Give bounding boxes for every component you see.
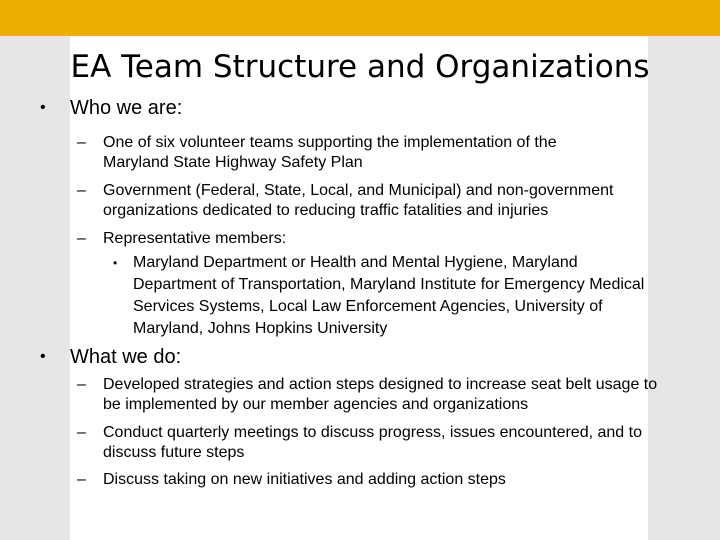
- list-item: [77, 181, 683, 221]
- section-heading-text: What we do:: [70, 346, 182, 368]
- slide-title: EA Team Structure and Organizations: [70, 49, 650, 85]
- dash-glyph: –: [77, 471, 86, 488]
- section-heading-who-we-are: [40, 96, 670, 120]
- sub-list-item: [113, 252, 653, 340]
- list-item: [77, 375, 663, 415]
- section-heading-text: Who we are:: [70, 97, 183, 119]
- list-item: [77, 133, 623, 173]
- list-item: [77, 470, 683, 490]
- dash-glyph: –: [77, 424, 86, 441]
- dash-glyph: –: [77, 182, 86, 199]
- bullet-glyph: •: [113, 256, 118, 270]
- dash-glyph: –: [77, 230, 86, 247]
- bullet-glyph: •: [40, 99, 46, 116]
- left-side-panel: [0, 36, 70, 540]
- list-item: [77, 423, 663, 463]
- list-item-text: Conduct quarterly meetings to discuss progress, issues encountered, and to discuss future steps: [103, 424, 642, 461]
- list-item-text: Government (Federal, State, Local, and Municipal) and non-government organizations dedicated to reducing traffic fatalities and injuries: [103, 182, 614, 219]
- list-item-text: Representative members:: [103, 230, 287, 247]
- sub-list-item-text: Maryland Department or Health and Mental Hygiene, Maryland Department of Transportation, Maryland Institute for Emergency Medical Services Systems, Local Law Enforcement Agencies, University of Maryland, Johns Hopkins University: [133, 254, 645, 337]
- dash-glyph: –: [77, 376, 86, 393]
- bullet-glyph: •: [40, 348, 46, 365]
- section-heading-what-we-do: [40, 345, 670, 369]
- dash-glyph: –: [77, 134, 86, 151]
- list-item-text: One of six volunteer teams supporting the implementation of the Maryland State Highway Safety Plan: [103, 134, 557, 171]
- list-item-text: Developed strategies and action steps designed to increase seat belt usage to be implemented by our member agencies and organizations: [103, 376, 658, 413]
- list-item-text: Discuss taking on new initiatives and adding action steps: [103, 471, 506, 488]
- accent-bar: [0, 0, 720, 36]
- list-item: [77, 229, 683, 249]
